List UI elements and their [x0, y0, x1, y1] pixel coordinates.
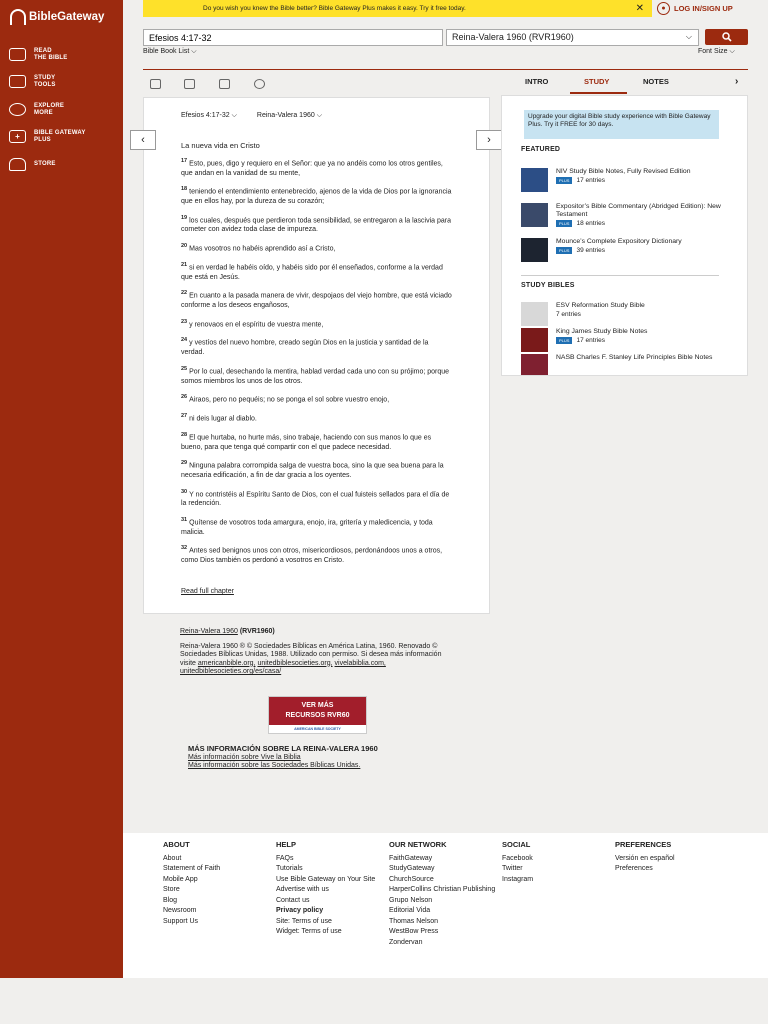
sidebar-item-label: BIBLE GATEWAY PLUS [34, 130, 86, 143]
verse-text: Por lo cual, desechando la mentira, hablad verdad cada uno con su prójimo; porque somos miembros los unos de los otros. [181, 368, 450, 385]
sidebar-item-label: READ THE BIBLE [34, 48, 68, 61]
resource-cover [521, 328, 548, 352]
verse-number: 27 [181, 413, 188, 420]
footer-heading: SOCIAL [502, 840, 531, 849]
gear-icon[interactable] [254, 79, 265, 89]
verse-text: y renovaos en el espíritu de vuestra mente, [189, 320, 324, 328]
resource-title: ESV Reformation Study Bible [556, 302, 645, 309]
footer-link[interactable]: Site: Terms of use [276, 917, 332, 925]
login-label: LOG IN/SIGN UP [674, 4, 733, 13]
verse-number: 31 [181, 516, 188, 523]
footer-link[interactable]: HarperCollins Christian Publishing [389, 886, 496, 893]
copyright-link[interactable]: vivelabiblia.com, [334, 659, 386, 667]
sidebar-item-plus[interactable] [9, 130, 86, 144]
banner-sub: AMERICAN BIBLE SOCIETY [294, 727, 341, 731]
passage-heading: La nueva vida en Cristo [181, 141, 260, 150]
user-icon: ● [657, 2, 670, 15]
store-icon [9, 158, 26, 171]
chevron-right-icon[interactable]: › [735, 76, 739, 87]
featured-title: FEATURED [521, 146, 561, 153]
verse-text: Airaos, pero no pequéis; no se ponga el sol sobre vuestro enojo, [189, 396, 390, 404]
resource-title: NASB Charles F. Stanley Life Principles Bible Notes [556, 354, 713, 361]
login-link[interactable] [657, 2, 733, 15]
verse [181, 185, 453, 206]
bible-book-list-toggle[interactable]: Bible Book List ⌵ [143, 48, 197, 55]
footer-link[interactable]: Preferences [615, 865, 653, 872]
passage-input[interactable] [143, 29, 443, 46]
study-bibles-title: STUDY BIBLES [521, 282, 575, 289]
footer-link[interactable]: Blog [163, 896, 178, 904]
resource-cover [521, 168, 548, 192]
parallel-icon[interactable] [150, 79, 161, 89]
upgrade-banner[interactable]: Upgrade your digital Bible study experience with Bible Gateway Plus. Try it FREE for 30 days. [524, 110, 719, 139]
search-icon [722, 32, 732, 42]
verse [181, 459, 453, 480]
verse [181, 412, 453, 424]
sidebar-item-store[interactable] [9, 158, 56, 171]
verse [181, 289, 453, 310]
resource-entries: 39 entries [576, 247, 605, 254]
footer-link[interactable]: Statement of Faith [163, 865, 221, 872]
verse [181, 488, 453, 509]
resource-entries: 17 entries [576, 337, 605, 344]
study-resource[interactable] [521, 238, 721, 262]
verse [181, 214, 453, 235]
rvr60-resources-banner[interactable] [268, 696, 367, 734]
footer-link[interactable]: Contact us [276, 896, 310, 904]
footer-col-social [502, 840, 533, 885]
verse-text: ni deis lugar al diablo. [189, 415, 257, 423]
chevron-left-icon: ‹ [141, 134, 145, 146]
banner-line: RECURSOS RVR60 [285, 712, 350, 719]
footer-link[interactable]: ChurchSource [389, 875, 434, 883]
study-resource[interactable] [521, 203, 721, 227]
verse-text: si en verdad le habéis oído, y habéis sido por él enseñados, conforme a la verdad que está en Jesús. [181, 264, 443, 281]
logo[interactable] [10, 9, 104, 25]
verse-number: 23 [181, 318, 188, 325]
divider [143, 69, 748, 70]
promo-text: Do you wish you knew the Bible better? Bible Gateway Plus makes it easy. Try it free today. [203, 5, 466, 12]
verse-text: Y no contristéis al Espíritu Santo de Dios, con el cual fuisteis sellados para el día de la redención. [181, 490, 450, 508]
copyright-link[interactable]: americanbible.org, [197, 659, 256, 667]
sidebar-item-study-tools[interactable] [9, 75, 56, 89]
verse-number: 26 [181, 394, 188, 401]
verse [181, 393, 453, 405]
more-info [188, 745, 448, 771]
verse-number: 24 [181, 337, 188, 344]
version-select[interactable] [446, 29, 699, 46]
banner-line: VER MÁS [301, 702, 334, 709]
book-icon [9, 48, 26, 61]
verse [181, 336, 453, 357]
verse [181, 365, 453, 386]
verse [181, 318, 453, 330]
sidebar-item-label: EXPLORE MORE [34, 103, 65, 116]
footer-col-about [163, 840, 220, 927]
footer-link[interactable]: WestBow Press [389, 928, 439, 935]
tab-notes[interactable]: NOTES [643, 77, 669, 86]
verse-text: Esto, pues, digo y requiero en el Señor: que ya no andéis como los otros gentiles, que andan en la vanidad de su mente, [181, 160, 443, 177]
verse [181, 261, 453, 282]
footer-link[interactable]: Thomas Nelson [389, 917, 439, 925]
footer-heading: OUR NETWORK [389, 840, 447, 849]
more-info-heading: MÁS INFORMACIÓN SOBRE LA REINA-VALERA 1960 [188, 744, 378, 753]
verse-number: 25 [181, 365, 188, 372]
study-resource[interactable] [521, 302, 721, 326]
footer-link[interactable]: Use Bible Gateway on Your Site [276, 875, 376, 883]
resource-cover [521, 238, 548, 262]
footer-link[interactable]: Newsroom [163, 907, 197, 914]
footer-heading: HELP [276, 840, 297, 849]
footer-link[interactable]: Instagram [502, 875, 534, 883]
footer-link[interactable]: Support Us [163, 917, 199, 925]
verse-number: 19 [181, 214, 188, 221]
passage-header [181, 112, 322, 120]
footer-link[interactable]: Grupo Nelson [389, 896, 433, 904]
passage-panel [143, 97, 490, 614]
verse-text: Mas vosotros no habéis aprendido así a Cristo, [189, 245, 336, 253]
study-resource[interactable] [521, 168, 721, 192]
verse [181, 431, 453, 452]
close-icon[interactable]: ✕ [635, 3, 644, 14]
footer-link[interactable]: Facebook [502, 854, 533, 862]
verse-text: El que hurtaba, no hurte más, sino trabaje, haciendo con sus manos lo que es bueno, para que tenga qué compartir con el que padece necesidad. [181, 434, 432, 451]
tab-intro[interactable]: INTRO [525, 77, 549, 86]
verse-number: 17 [181, 158, 188, 164]
resource-entries: 18 entries [576, 220, 605, 227]
sidebar-item-label: STORE [34, 161, 56, 167]
footer-link[interactable]: About [163, 854, 182, 862]
footer-link[interactable]: Versión en español [615, 854, 675, 862]
logo-text: BibleGateway [29, 11, 105, 23]
version-select-value: Reina-Valera 1960 (RVR1960) [452, 32, 574, 42]
sidebar-item-read[interactable] [9, 48, 67, 62]
footer-link[interactable]: Twitter [502, 865, 523, 872]
verse [181, 516, 453, 537]
plus-badge: PLUS [556, 220, 572, 227]
verse-text: Antes sed benignos unos con otros, misericordiosos, perdonándoos unos a otros, como Dios también os perdonó a vosotros en Cristo. [181, 547, 443, 565]
explore-icon [9, 103, 26, 116]
footer-heading: ABOUT [163, 840, 190, 849]
sidebar-item-explore[interactable] [9, 103, 64, 117]
search-button[interactable] [705, 29, 748, 45]
resource-title: Expositor’s Bible Commentary (Abridged Edition): New Testament [556, 203, 721, 218]
previous-chapter-button[interactable] [130, 130, 156, 150]
verse-number: 32 [181, 545, 188, 552]
chevron-down-icon: ⌵ [685, 32, 692, 41]
resource-title: King James Study Bible Notes [556, 328, 648, 335]
footer-link[interactable]: Tutorials [276, 865, 303, 872]
version-abbr: (RVR1960) [239, 628, 275, 635]
footer-link[interactable]: Zondervan [389, 938, 423, 946]
read-full-chapter-link[interactable]: Read full chapter [181, 588, 234, 595]
verse-text: En cuanto a la pasada manera de vivir, despojaos del viejo hombre, que está viciado conforme a los deseos engañosos, [181, 292, 452, 309]
passage-ref-toggle[interactable]: Efesios 4:17-32 ⌵ [181, 112, 237, 119]
footer-col-preferences [615, 840, 675, 875]
sidebar [0, 0, 123, 978]
more-info-link[interactable]: Más información sobre las Sociedades Bíblicas Unidas. [188, 762, 361, 769]
sidebar-item-label: STUDY TOOLS [34, 75, 56, 88]
study-tools-icon [9, 75, 26, 88]
footer-link[interactable]: Mobile App [163, 875, 198, 883]
divider [521, 275, 719, 276]
logo-icon [10, 9, 26, 25]
footer-link[interactable]: Widget: Terms of use [276, 928, 342, 935]
resource-entries: 17 entries [576, 177, 605, 184]
passage-version-toggle[interactable]: Reina-Valera 1960 ⌵ [256, 112, 323, 119]
footer-link[interactable]: Store [163, 886, 180, 893]
verse-text: los cuales, después que perdieron toda sensibilidad, se entregaron a la lascivia para cometer con avidez toda clase de impureza. [181, 216, 452, 234]
verse-number: 29 [181, 460, 188, 467]
verse-text: Ninguna palabra corrompida salga de vuestra boca, sino la que sea buena para la necesaria edificación, a fin de dar gracia a los oyentes. [181, 462, 444, 480]
study-panel [501, 95, 748, 376]
verse-text: Quítense de vosotros toda amargura, enojo, ira, gritería y maledicencia, y toda malicia. [181, 519, 433, 536]
copyright-link[interactable]: unitedbiblesocieties.org/es/casa/ [180, 668, 282, 675]
footer-link[interactable]: Editorial Vida [389, 907, 431, 914]
footer [123, 833, 768, 978]
next-chapter-button[interactable] [476, 130, 502, 150]
verse-text: y vestíos del nuevo hombre, creado según Dios en la justicia y santidad de la verdad. [181, 339, 429, 357]
verse-number: 28 [181, 431, 188, 438]
verses [181, 157, 453, 573]
verse-number: 18 [181, 186, 188, 193]
resource-title: NIV Study Bible Notes, Fully Revised Edition [556, 168, 691, 175]
share-icon[interactable] [184, 79, 195, 89]
resource-entries: 7 entries [556, 311, 581, 318]
footer-link[interactable]: StudyGateway [389, 865, 435, 872]
plus-icon: + [9, 130, 26, 143]
copyright-link[interactable]: unitedbiblesocieties.org, [257, 659, 333, 667]
promo-banner[interactable] [143, 0, 652, 17]
verse [181, 242, 453, 254]
plus-badge: PLUS [556, 177, 572, 184]
resource-title: Mounce’s Complete Expository Dictionary [556, 238, 682, 245]
footer-col-help [276, 840, 376, 938]
verse [181, 544, 453, 565]
footer-link[interactable]: FAQs [276, 854, 294, 862]
footer-link[interactable]: Advertise with us [276, 886, 329, 893]
study-resource[interactable] [521, 354, 721, 376]
study-resource[interactable] [521, 328, 721, 352]
verse [181, 157, 453, 178]
font-size-toggle[interactable]: Font Size ⌵ [698, 48, 735, 55]
plus-badge: PLUS [556, 337, 572, 344]
copyright [180, 628, 455, 683]
verse-number: 20 [181, 242, 188, 249]
resource-cover [521, 203, 548, 227]
active-tab-indicator [570, 92, 627, 94]
verse-number: 22 [181, 290, 188, 297]
tab-study[interactable]: STUDY [584, 77, 610, 86]
resource-cover [521, 302, 548, 326]
version-link[interactable]: Reina-Valera 1960 [180, 628, 238, 635]
footer-col-network [389, 840, 499, 948]
copyright-text: Reina-Valera 1960 ® © Sociedades Bíblicas en América Latina, 1960. Renovado © Sociedades Bíblicas Unidas, 1988. Utilizado con permiso. Si desea más información visite [180, 642, 442, 667]
footer-link[interactable]: Privacy policy [276, 907, 324, 914]
resource-cover [521, 354, 548, 376]
footer-link[interactable]: FaithGateway [389, 854, 433, 862]
more-info-link[interactable]: Más información sobre Vive la Biblia [188, 753, 301, 761]
chevron-right-icon: › [487, 134, 491, 146]
verse-number: 30 [181, 488, 188, 495]
print-icon[interactable] [219, 79, 230, 89]
verse-number: 21 [181, 261, 188, 268]
plus-badge: PLUS [556, 247, 572, 254]
footer-heading: PREFERENCES [615, 840, 672, 849]
verse-text: teniendo el entendimiento entenebrecido, ajenos de la vida de Dios por la ignorancia que en ellos hay, por la dureza de su corazón; [181, 188, 452, 206]
